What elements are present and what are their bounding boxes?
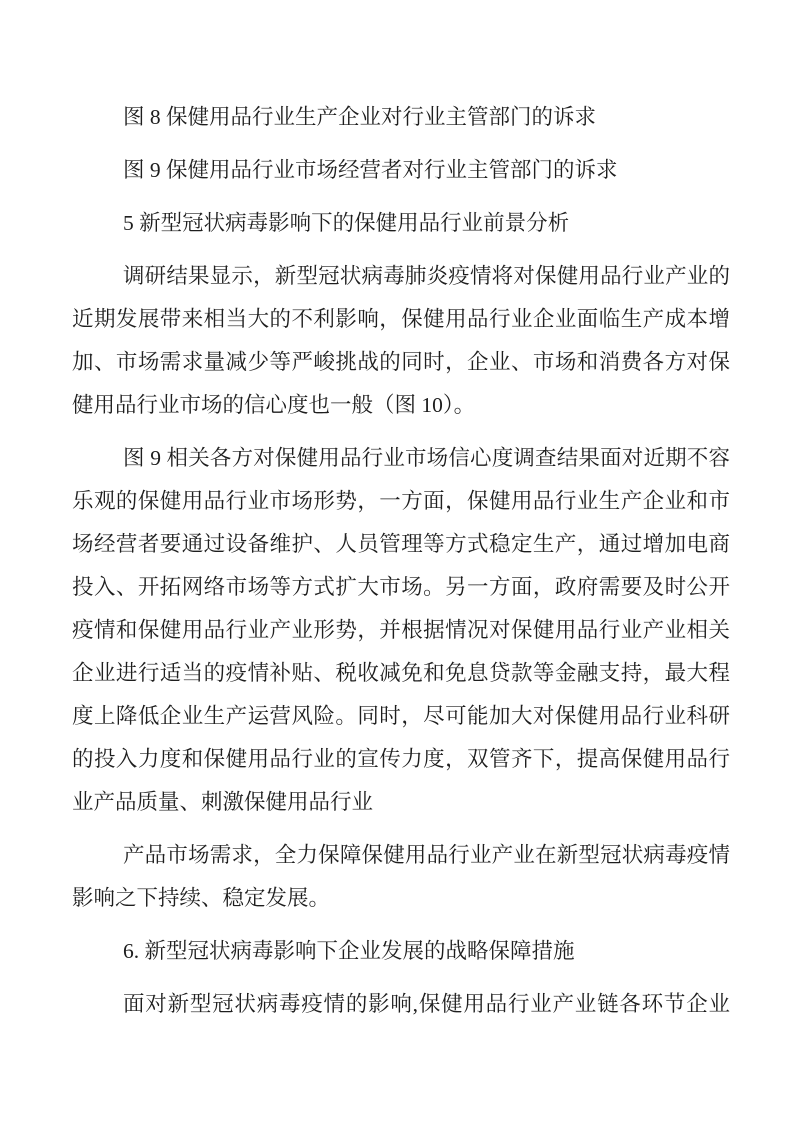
text-line: 的投入力度和保健用品行业的宣传力度，双管齐下，提高保健用品行 <box>72 747 730 771</box>
text-line: 近期发展带来相当大的不利影响，保健用品行业企业面临生产成本增 <box>72 307 730 331</box>
text-line: 疫情和保健用品行业产业形势，并根据情况对保健用品行业产业相关 <box>72 618 730 642</box>
paragraph-market-confidence <box>72 437 730 824</box>
text-line: 影响之下持续、稳定发展。 <box>72 886 331 910</box>
text-line: 面对新型冠状病毒疫情的影响,保健用品行业产业链各环节企业 <box>123 992 730 1016</box>
section-heading-6 <box>72 930 730 973</box>
text-line: 图 9 相关各方对保健用品行业市场信心度调查结果面对近期不容 <box>123 446 730 470</box>
text-line: 度上降低企业生产运营风险。同时，尽可能加大对保健用品行业科研 <box>72 704 730 728</box>
text-line: 乐观的保健用品行业市场形势，一方面，保健用品行业生产企业和市 <box>72 489 730 513</box>
text-line: 企业进行适当的疫情补贴、税收减免和免息贷款等金融支持，最大程 <box>72 661 730 685</box>
text-line: 投入、开拓网络市场等方式扩大市场。另一方面，政府需要及时公开 <box>72 575 730 599</box>
paragraph-facing-impact <box>72 983 730 1026</box>
text-line: 图 9 保健用品行业市场经营者对行业主管部门的诉求 <box>123 158 618 182</box>
text-line: 产品市场需求，全力保障保健用品行业产业在新型冠状病毒疫情 <box>123 843 730 867</box>
text-line: 场经营者要通过设备维护、人员管理等方式稳定生产，通过增加电商 <box>72 532 730 556</box>
paragraph-market-demand <box>72 834 730 920</box>
text-line: 业产品质量、刺激保健用品行业 <box>72 790 374 814</box>
text-line: 调研结果显示，新型冠状病毒肺炎疫情将对保健用品行业产业的 <box>123 264 730 288</box>
section-heading-5 <box>72 202 730 245</box>
text-line: 6. 新型冠状病毒影响下企业发展的战略保障措施 <box>123 939 575 963</box>
text-line: 图 8 保健用品行业生产企业对行业主管部门的诉求 <box>123 105 597 129</box>
figure-caption-9 <box>72 149 730 192</box>
text-line: 5 新型冠状病毒影响下的保健用品行业前景分析 <box>123 211 570 235</box>
text-line: 加、市场需求量减少等严峻挑战的同时，企业、市场和消费各方对保 <box>72 350 730 374</box>
figure-caption-8 <box>72 96 730 139</box>
text-line: 健用品行业市场的信心度也一般（图 10）。 <box>72 393 476 417</box>
paragraph-survey-results <box>72 255 730 427</box>
